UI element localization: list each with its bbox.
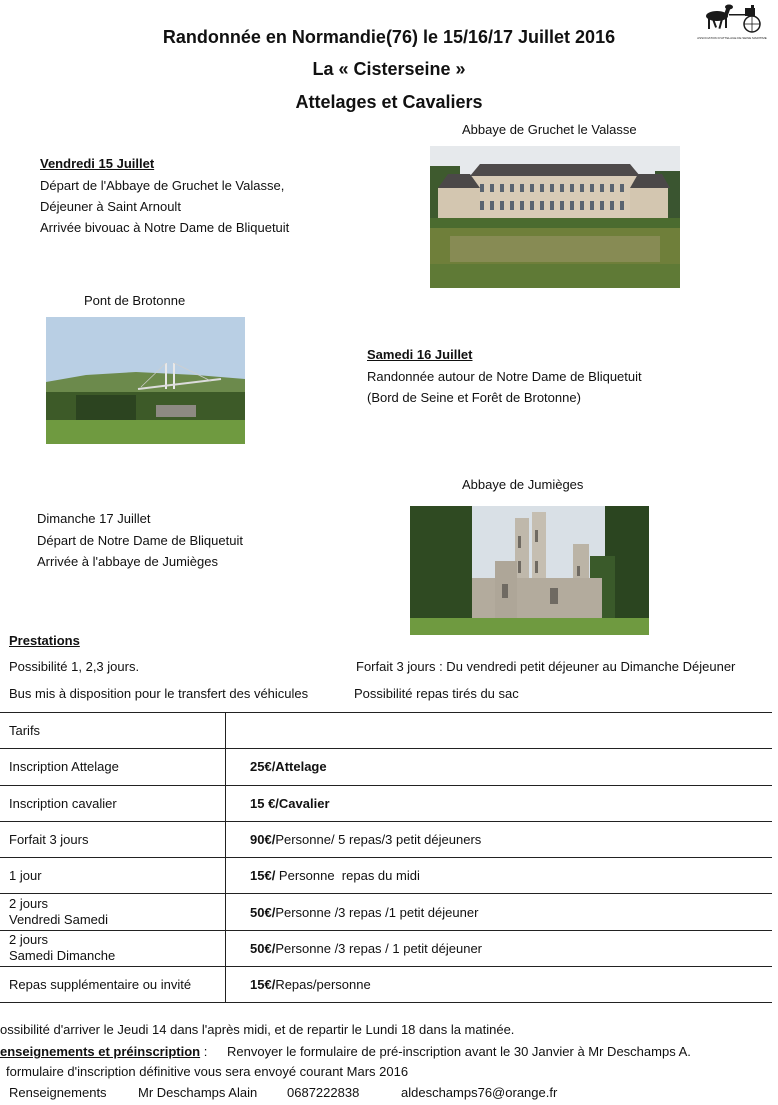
tarif-label: Forfait 3 jours — [0, 821, 226, 857]
footer-line-2 — [0, 1044, 207, 1059]
table-row — [0, 749, 772, 785]
footer-line-2-text: Renvoyer le formulaire de pré-inscription avant le 30 Janvier à Mr Deschamps A. — [227, 1044, 691, 1059]
gruchet-caption: Abbaye de Gruchet le Valasse — [462, 122, 637, 137]
contact-email: aldeschamps76@orange.fr — [401, 1085, 558, 1100]
saturday-heading: Samedi 16 Juillet — [367, 347, 473, 362]
photo-pont-brotonne — [46, 317, 245, 444]
tarif-value — [226, 967, 773, 1003]
tarif-detail: Repas/personne — [275, 977, 371, 993]
friday-line-3: Arrivée bivouac à Notre Dame de Bliquetuit — [40, 220, 290, 235]
page-subtitle: La « Cisterseine » — [312, 59, 466, 79]
tarif-price: 15 €/Cavalier — [226, 785, 773, 821]
tarif-detail: Personne/ 5 repas/3 petit déjeuners — [275, 832, 482, 848]
prestations-right-1: Forfait 3 jours : Du vendredi petit déjeuner au Dimanche Déjeuner — [356, 659, 736, 674]
contact-phone: 0687222838 — [287, 1085, 360, 1100]
footer-line-3: formulaire d'inscription définitive vous sera envoyé courant Mars 2016 — [6, 1064, 409, 1079]
friday-line-2: Déjeuner à Saint Arnoult — [40, 199, 181, 214]
table-row — [0, 858, 772, 894]
tarif-label: Inscription Attelage — [0, 749, 226, 785]
tarif-label — [0, 894, 226, 930]
sunday-line-2: Arrivée à l'abbaye de Jumièges — [37, 554, 218, 569]
contact-name: Mr Deschamps Alain — [138, 1085, 258, 1100]
table-row — [0, 967, 772, 1003]
tarif-price: 50€/ — [250, 940, 276, 956]
prestations-heading: Prestations — [9, 633, 80, 648]
jumieges-caption: Abbaye de Jumièges — [462, 477, 584, 492]
tarif-label: Repas supplémentaire ou invité — [0, 967, 226, 1003]
table-row — [0, 821, 772, 857]
tarif-value — [226, 930, 773, 966]
saturday-line-1: Randonnée autour de Notre Dame de Bliquetuit — [367, 369, 642, 384]
table-row — [0, 785, 772, 821]
table-row — [0, 894, 772, 930]
photo-abbaye-jumieges — [410, 506, 649, 635]
page-title: Randonnée en Normandie(76) le 15/16/17 Juillet 2016 — [162, 27, 616, 47]
tarif-detail: Personne /3 repas / 1 petit déjeuner — [275, 940, 483, 956]
footer-colon: : — [200, 1044, 208, 1059]
tarif-price: 90€/ — [250, 832, 276, 848]
brotonne-caption: Pont de Brotonne — [84, 293, 186, 308]
tarifs-header-empty — [226, 713, 773, 749]
tarif-price: 15€/ — [250, 868, 276, 884]
tarif-price: 25€/Attelage — [226, 749, 773, 785]
tarif-label — [0, 930, 226, 966]
friday-line-1: Départ de l'Abbaye de Gruchet le Valasse, — [40, 178, 285, 193]
page-subtitle-2: Attelages et Cavaliers — [295, 92, 483, 112]
table-row — [0, 713, 772, 749]
sunday-heading: Dimanche 17 Juillet — [37, 511, 151, 526]
tarif-label-line-2: Samedi Dimanche — [9, 948, 116, 964]
tarif-label-line-1: 2 jours — [9, 896, 49, 912]
friday-heading: Vendredi 15 Juillet — [40, 156, 155, 171]
tarifs-table — [0, 712, 772, 1003]
contact-label: Renseignements — [9, 1085, 107, 1100]
tarif-value — [226, 894, 773, 930]
tarif-value — [226, 858, 773, 894]
prestations-left-1: Possibilité 1, 2,3 jours. — [9, 659, 140, 674]
prestations-right-2: Possibilité repas tirés du sac — [354, 686, 519, 701]
prestations-left-2: Bus mis à disposition pour le transfert des véhicules — [9, 686, 309, 701]
footer-preinscription-label: enseignements et préinscription — [0, 1044, 201, 1059]
tarif-value — [226, 821, 773, 857]
footer-line-1: ossibilité d'arriver le Jeudi 14 dans l'après midi, et de repartir le Lundi 18 dans la matinée. — [0, 1022, 515, 1037]
tarif-detail: Personne repas du midi — [275, 868, 420, 884]
photo-abbaye-gruchet — [430, 146, 680, 288]
tarifs-header: Tarifs — [0, 713, 226, 749]
sunday-line-1: Départ de Notre Dame de Bliquetuit — [37, 533, 243, 548]
saturday-line-2: (Bord de Seine et Forêt de Brotonne) — [367, 390, 581, 405]
tarif-label: 1 jour — [0, 858, 226, 894]
logo-text: ASSOCIATION D'ATTELAGE DE SEINE MARITIME — [697, 36, 767, 40]
tarif-price: 50€/ — [250, 904, 276, 920]
tarif-label-line-2: Vendredi Samedi — [9, 912, 109, 928]
tarif-label: Inscription cavalier — [0, 785, 226, 821]
table-row — [0, 930, 772, 966]
tarif-label-line-1: 2 jours — [9, 932, 49, 948]
tarif-detail: Personne /3 repas /1 petit déjeuner — [275, 904, 479, 920]
tarif-price: 15€/ — [250, 977, 276, 993]
